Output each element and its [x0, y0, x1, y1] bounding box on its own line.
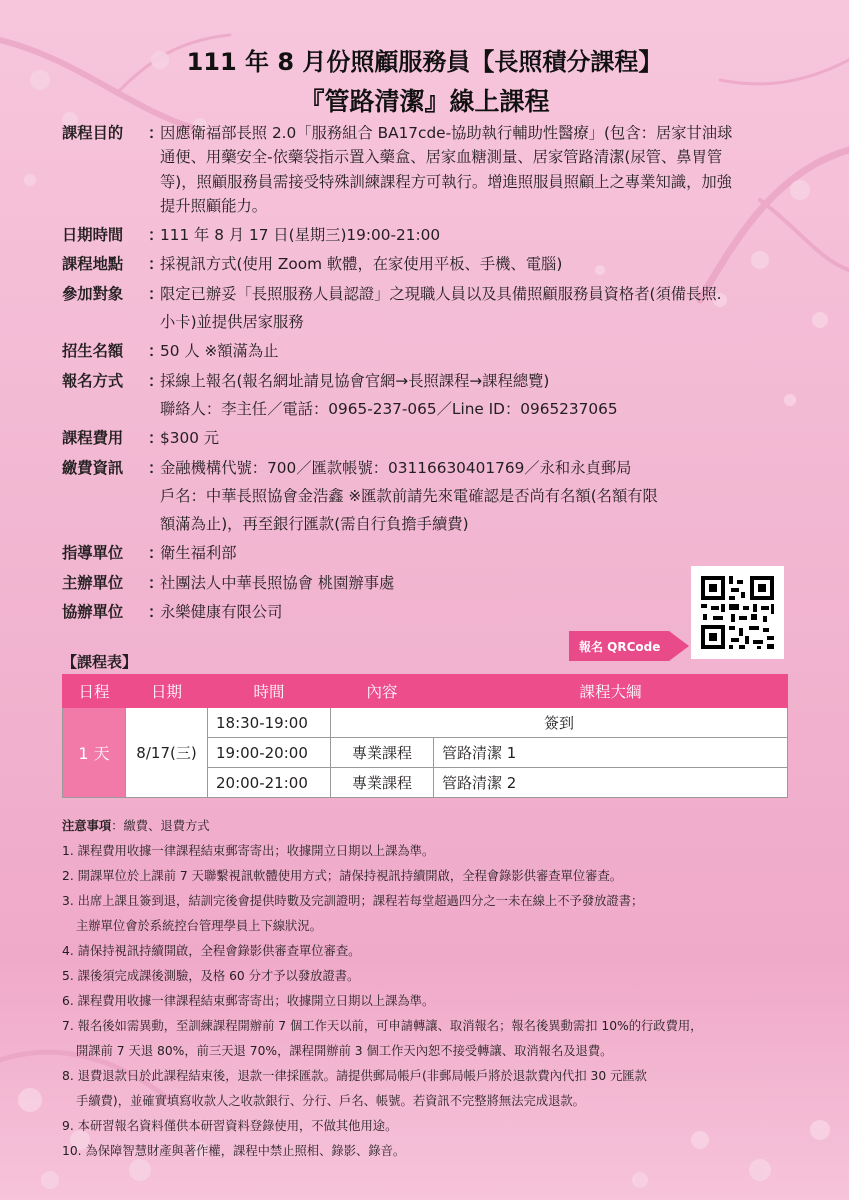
- info-label: 繳費資訊: [62, 458, 124, 477]
- info-supervisor: 指導單位 ： 衛生福利部: [62, 541, 802, 565]
- content-cell: 專業課程: [331, 768, 434, 798]
- info-value: 額滿為止)，再至銀行匯款(需自行負擔手續費): [160, 515, 469, 534]
- signup-qrcode[interactable]: [691, 566, 784, 659]
- time-cell: 19:00-20:00: [208, 738, 331, 768]
- title-line-2: 『管路清潔』線上課程: [299, 87, 550, 116]
- note-item-continued: 開課前 7 天退 80%，前三天退 70%，課程開辦前 3 個工作天內恕不接受轉讓、取消報名及退費。: [76, 1044, 613, 1058]
- day-cell: 1 天: [63, 708, 126, 798]
- qrcode-label: 報名 QRCode: [579, 640, 661, 654]
- info-label: 協辦單位: [62, 603, 124, 622]
- qrcode-icon: [691, 566, 784, 659]
- info-value: 金融機構代號：700／匯款帳號：03116630401769／永和永貞郵局: [160, 458, 632, 477]
- info-value: 聯絡人：李主任／電話：0965-237-065／Line ID：0965237065: [160, 399, 618, 418]
- header-cell: 日程: [63, 675, 126, 708]
- table-row: [63, 708, 788, 738]
- note-item: 10. 為保障智慧財產與著作權，課程中禁止照相、錄影、錄音。: [62, 1144, 406, 1158]
- schedule-heading: 【課程表】: [62, 653, 138, 671]
- notes-heading: 注意事項：繳費、退費方式: [62, 819, 210, 833]
- info-value: 通便、用藥安全-依藥袋指示置入藥盒、居家血糖測量、居家管路清潔(尿管、鼻胃管: [160, 148, 723, 167]
- course-info: [62, 121, 802, 629]
- info-label: 課程目的: [62, 124, 124, 142]
- info-value: 因應衛福部長照 2.0「服務組合 BA17cde-協助執行輔助性醫療」(包含：居家甘油球: [160, 124, 733, 142]
- note-item: 8. 退費退款日於此課程結束後，退款一律採匯款。請提供郵局帳戶(非郵局帳戶將於退款費內代扣 30 元匯款: [62, 1069, 647, 1083]
- info-value: 限定已辦妥「長照服務人員認證」之現職人員以及具備照顧服務員資格者(須備長照.: [160, 284, 722, 303]
- qrcode-label-tag: [569, 631, 689, 661]
- note-item: 1. 課程費用收據一律課程結束郵寄寄出；收據開立日期以上課為準。: [62, 844, 435, 858]
- info-label: 主辦單位: [62, 573, 124, 592]
- info-fee: 課程費用 ： $300 元: [62, 426, 802, 450]
- note-item: 9. 本研習報名資料僅供本研習資料登錄使用，不做其他用途。: [62, 1119, 398, 1133]
- info-label: 報名方式: [62, 371, 124, 390]
- content-cell: 簽到: [331, 708, 788, 738]
- note-item: 3. 出席上課且簽到退，結訓完後會提供時數及完訓證明；課程若每堂超過四分之一未在線上不予發放證書；: [62, 894, 644, 908]
- info-label: 課程地點: [62, 255, 124, 274]
- schedule-header-row: [63, 675, 788, 708]
- info-label: 課程費用: [62, 429, 124, 448]
- schedule-table: [62, 674, 788, 798]
- notes-section: [62, 814, 802, 1164]
- info-value: 50 人 ※額滿為止: [160, 342, 279, 361]
- header-cell: 時間: [208, 675, 331, 708]
- info-value: 衛生福利部: [160, 544, 237, 563]
- info-signup: 報名方式 ： 採線上報名(報名網址請見協會官網→長照課程→課程總覽) 聯絡人：李主任／電話：0965-237-065／Line ID：0965237065: [62, 369, 802, 422]
- note-item: 7. 報名後如需異動，至訓練課程開辦前 7 個工作天以前，可申請轉讓、取消報名；報名後異動需扣 10%的行政費用，: [62, 1019, 703, 1033]
- info-value: 採線上報名(報名網址請見協會官網→長照課程→課程總覽): [160, 371, 550, 390]
- info-label: 招生名額: [62, 342, 124, 361]
- info-label: 指導單位: [62, 544, 124, 563]
- info-location: 課程地點 ： 採視訊方式(使用 Zoom 軟體，在家使用平板、手機、電腦): [62, 252, 802, 276]
- info-organizer: 主辦單位 ： 社團法人中華長照協會 桃園辦事處: [62, 571, 802, 595]
- info-co-organizer: 協辦單位 ： 永樂健康有限公司: [62, 600, 802, 624]
- time-cell: 20:00-21:00: [208, 768, 331, 798]
- outline-cell: 管路清潔 2: [434, 768, 788, 798]
- note-item-continued: 手續費)，並確實填寫收款人之收款銀行、分行、戶名、帳號。若資訊不完整將無法完成退款。: [76, 1094, 585, 1108]
- info-value: 111 年 8 月 17 日(星期三)19:00-21:00: [160, 226, 441, 245]
- outline-cell: 管路清潔 1: [434, 738, 788, 768]
- info-purpose: 課程目的 ： 因應衛福部長照 2.0「服務組合 BA17cde-協助執行輔助性醫療」(包含：居家甘油球 通便、用藥安全-依藥袋指示置入藥盒、居家血糖測量、居家管路清潔(尿管、鼻胃管 等)，照顧服務員需接受特殊訓練課程方可執行。增進照服員照顧上之專業知識，加強 提升照顧能力。: [62, 121, 802, 218]
- info-quota: 招生名額 ： 50 人 ※額滿為止: [62, 339, 802, 363]
- info-payment: 繳費資訊 ： 金融機構代號：700／匯款帳號：03116630401769／永和永貞郵局 戶名：中華長照協會金浩鑫 ※匯款前請先來電確認是否尚有名額(名額有限 額滿為止)，再至銀行匯款(需自行負擔手續費): [62, 456, 802, 537]
- note-item: 2. 開課單位於上課前 7 天聯繫視訊軟體使用方式；請保持視訊持續開啟，全程會錄影供審查單位審查。: [62, 869, 623, 883]
- info-value: 社團法人中華長照協會 桃園辦事處: [160, 573, 395, 592]
- header-cell: 內容: [331, 675, 434, 708]
- note-item: 5. 課後須完成課後測驗，及格 60 分才予以發放證書。: [62, 969, 360, 983]
- info-label: 日期時間: [62, 226, 124, 245]
- info-value: 等)，照顧服務員需接受特殊訓練課程方可執行。增進照服員照顧上之專業知識，加強: [160, 172, 732, 191]
- note-item: 4. 請保持視訊持續開啟，全程會錄影供審查單位審查。: [62, 944, 361, 958]
- note-item-continued: 主辦單位會於系統控台管理學員上下線狀況。: [76, 919, 322, 933]
- title-line-1: 111 年 8 月份照顧服務員【長照積分課程】: [186, 48, 663, 76]
- info-value: 小卡)並提供居家服務: [160, 313, 304, 332]
- date-cell: 8/17(三): [126, 708, 208, 798]
- info-datetime: 日期時間 ： 111 年 8 月 17 日(星期三)19:00-21:00: [62, 223, 802, 247]
- header-cell: 日期: [126, 675, 208, 708]
- info-value: 採視訊方式(使用 Zoom 軟體，在家使用平板、手機、電腦): [160, 255, 563, 274]
- note-item: 6. 課程費用收據一律課程結束郵寄寄出；收據開立日期以上課為準。: [62, 994, 435, 1008]
- info-value: 永樂健康有限公司: [160, 603, 283, 622]
- info-label: 參加對象: [62, 284, 124, 303]
- info-value: $300 元: [160, 429, 220, 448]
- info-value: 提升照顧能力。: [160, 196, 268, 215]
- info-audience: 參加對象 ： 限定已辦妥「長照服務人員認證」之現職人員以及具備照顧服務員資格者(須備長照. 小卡)並提供居家服務: [62, 282, 802, 335]
- info-value: 戶名：中華長照協會金浩鑫 ※匯款前請先來電確認是否尚有名額(名額有限: [160, 486, 658, 505]
- time-cell: 18:30-19:00: [208, 708, 331, 738]
- content-cell: 專業課程: [331, 738, 434, 768]
- header-cell: 課程大綱: [434, 675, 788, 708]
